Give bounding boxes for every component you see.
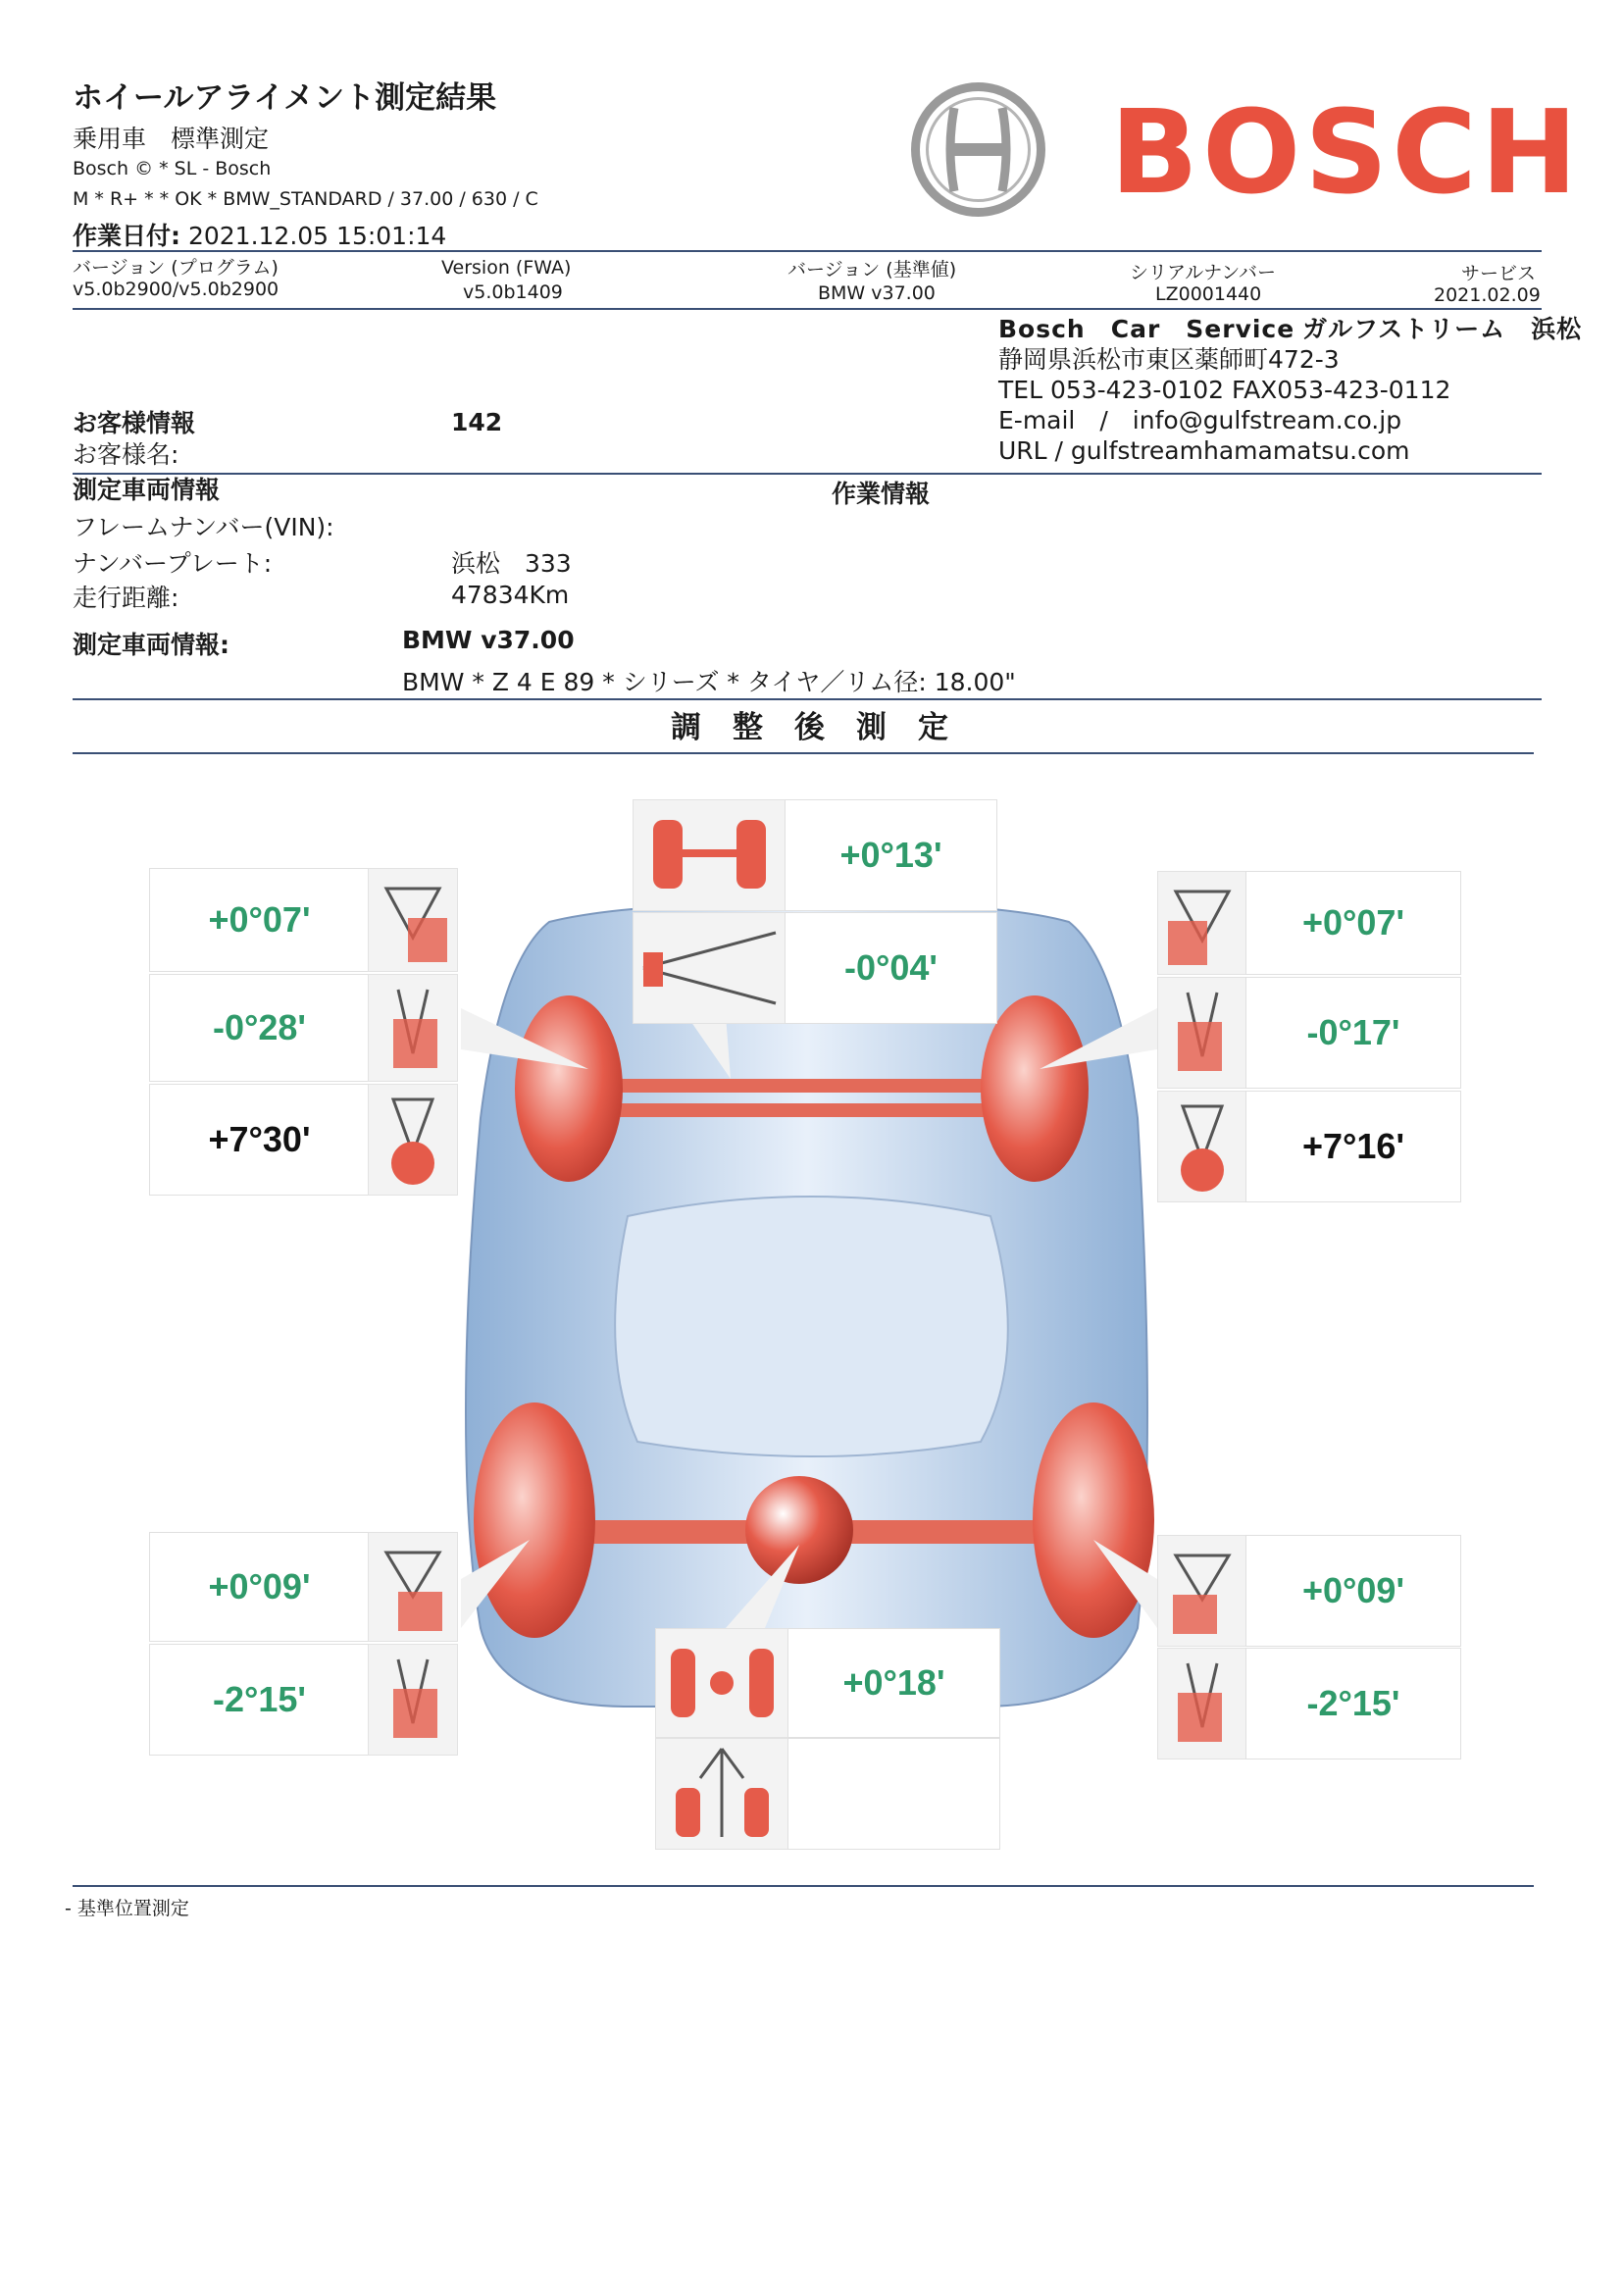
- camber-icon: [368, 1644, 458, 1756]
- shop-info: [998, 314, 1582, 466]
- rear-left-wheel: [474, 1402, 595, 1638]
- rule-vehicle: [73, 698, 1542, 700]
- camber-icon: [1157, 977, 1247, 1089]
- thrust-angle-icon: [655, 1738, 789, 1850]
- shop-url: URL / gulfstreamhamamatsu.com: [998, 436, 1410, 465]
- customer-section-label: お客様情報: [73, 409, 196, 437]
- rule-version-bottom: [73, 308, 1542, 310]
- total-toe-icon: [655, 1628, 789, 1738]
- service-label: サービス: [1461, 263, 1537, 284]
- footnote: - 基準位置測定: [65, 1898, 189, 1919]
- copyright-line: Bosch © * SL - Bosch: [73, 158, 272, 179]
- front-left-toe: +0°07': [149, 868, 370, 972]
- shop-name-jp: ガルフストリーム 浜松: [1302, 315, 1583, 343]
- version-fwa-value: v5.0b1409: [463, 281, 563, 303]
- mileage-label: 走行距離:: [73, 584, 179, 612]
- spec-db: BMW v37.00: [402, 626, 575, 654]
- work-date-value: 2021.12.05 15:01:14: [187, 222, 447, 250]
- serial-label: シリアルナンバー: [1130, 262, 1276, 283]
- setback-icon: [633, 912, 787, 1024]
- toe-icon: [1157, 871, 1247, 975]
- rule-top: [73, 250, 1542, 252]
- shop-name-line: [998, 314, 1582, 344]
- front-right-caster: +7°16': [1245, 1091, 1461, 1202]
- rear-right-wheel: [1033, 1402, 1154, 1638]
- version-base-value: BMW v37.00: [818, 282, 936, 304]
- front-setback: -0°04': [785, 912, 997, 1024]
- work-date: [73, 217, 446, 252]
- front-left-camber: -0°28': [149, 974, 370, 1082]
- toe-icon: [368, 868, 458, 972]
- front-total-toe: +0°13': [785, 799, 997, 911]
- plate-value: 浜松 333: [451, 549, 572, 578]
- rear-thrust: [787, 1738, 1000, 1850]
- front-left-wheel: [515, 995, 623, 1182]
- report-subtitle: 乗用車 標準測定: [73, 125, 270, 153]
- shop-address: 静岡県浜松市東区薬師町472-3: [998, 345, 1340, 374]
- work-date-label: 作業日付:: [73, 222, 180, 250]
- front-left-caster: +7°30': [149, 1084, 370, 1196]
- rule-customer: [73, 473, 1542, 475]
- shop-email: E-mail / info@gulfstream.co.jp: [998, 406, 1402, 434]
- front-right-camber: -0°17': [1245, 977, 1461, 1089]
- report-title: ホイールアライメント測定結果: [73, 80, 497, 116]
- rear-right-toe: +0°09': [1245, 1535, 1461, 1647]
- total-toe-icon: [633, 799, 787, 911]
- mileage-value: 47834Km: [451, 581, 570, 609]
- rear-right-camber: -2°15': [1245, 1648, 1461, 1759]
- version-program-label: バージョン (プログラム): [73, 257, 279, 279]
- customer-id: 142: [451, 408, 503, 436]
- spec-model: BMW * Z 4 E 89 * シリーズ * タイヤ／リム径: 18.00": [402, 668, 1016, 696]
- rear-total-toe: +0°18': [787, 1628, 1000, 1738]
- rear-differential: [745, 1476, 853, 1584]
- caster-icon: [368, 1084, 458, 1196]
- rear-left-camber: -2°15': [149, 1644, 370, 1756]
- camber-icon: [368, 974, 458, 1082]
- camber-icon: [1157, 1648, 1247, 1759]
- work-info-label: 作業情報: [832, 480, 931, 508]
- toe-icon: [1157, 1535, 1247, 1647]
- vin-label: フレームナンバー(VIN):: [73, 513, 334, 541]
- rule-section: [73, 752, 1534, 754]
- caster-icon: [1157, 1091, 1247, 1202]
- bosch-armature-logo-icon: [907, 78, 1049, 221]
- vehicle-section-label: 測定車両情報: [73, 476, 221, 504]
- shop-name: Bosch Car Service: [998, 315, 1295, 343]
- customer-name-label: お客様名:: [73, 440, 179, 469]
- service-value: 2021.02.09: [1434, 284, 1541, 306]
- bosch-wordmark: BOSCH: [1110, 84, 1582, 220]
- spec-label: 測定車両情報:: [73, 631, 229, 659]
- code-line: M * R+ * * OK * BMW_STANDARD / 37.00 / 630 / C: [73, 188, 538, 210]
- toe-icon: [368, 1532, 458, 1642]
- rear-left-toe: +0°09': [149, 1532, 370, 1642]
- version-base-label: バージョン (基準値): [787, 259, 957, 280]
- section-title: 調整後測定: [671, 710, 980, 745]
- front-right-toe: +0°07': [1245, 871, 1461, 975]
- serial-value: LZ0001440: [1155, 283, 1262, 305]
- shop-tel: TEL 053-423-0102 FAX053-423-0112: [998, 376, 1451, 404]
- plate-label: ナンバープレート:: [73, 549, 273, 578]
- rule-footer: [73, 1885, 1534, 1887]
- version-fwa-label: Version (FWA): [441, 257, 572, 279]
- version-program-value: v5.0b2900/v5.0b2900: [73, 279, 279, 300]
